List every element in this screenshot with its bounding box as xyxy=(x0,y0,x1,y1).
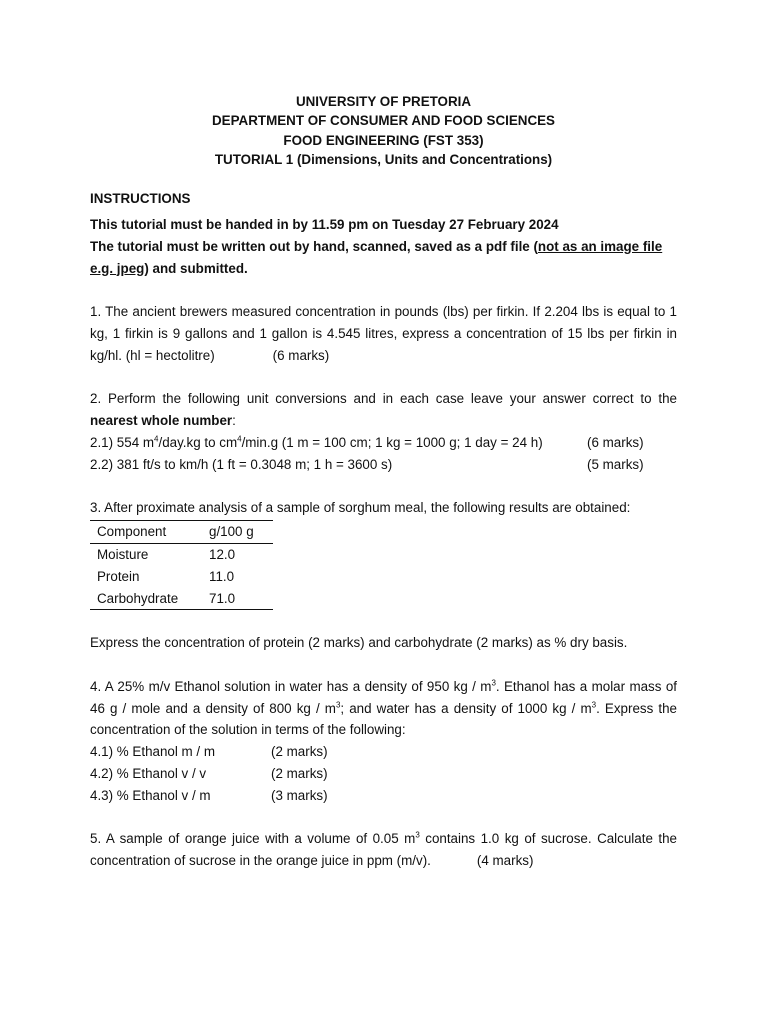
question-1-marks: (6 marks) xyxy=(272,347,330,363)
question-2: 2. Perform the following unit conversions and in each case leave your answer correct to the nearest whole number: 2.1) 554 $m^4/day.kg$ to $cm^4/\min.g$ (1 m = 100 cm; 1 kg = 1000 g; 1 day = 24 h) (6 marks) 2.2) 381 ft/s to km/h (1 ft = 0.3048 m; 1 h = 3600 s) (5 marks) xyxy=(90,388,677,475)
question-3 xyxy=(90,497,677,654)
question-4-3: 4.3) % Ethanol v / m (3 marks) xyxy=(90,787,328,803)
question-1-text: 1. The ancient brewers measured concentration in pounds (lbs) per firkin. If 2.204 lbs is equal to 1 kg, 1 firkin is 9 gallons and 1 gallon is 4.545 litres, express a concentration of 15 lbs per firkin in kg/hl. (hl = hectolitre) xyxy=(90,304,677,363)
tutorial-title: TUTORIAL 1 (Dimensions, Units and Concentrations) xyxy=(214,151,553,167)
question-3-task: Express the concentration of protein (2 marks) and carbohydrate (2 marks) as % dry basis. xyxy=(90,635,628,651)
document-body xyxy=(90,92,677,872)
question-4-1: 4.1) % Ethanol m / m (2 marks) xyxy=(90,744,328,760)
instruction-deadline: This tutorial must be handed in by 11.59 pm on Tuesday 27 February 2024 xyxy=(90,216,559,232)
instructions-heading: INSTRUCTIONS xyxy=(90,191,191,207)
question-4-3-marks: (3 marks) xyxy=(271,787,328,803)
question-2-2: 2.2) 381 ft/s to km/h (1 ft = 0.3048 m; 1 h = 3600 s) (5 marks) xyxy=(90,454,677,476)
question-4: 4. A 25% m/v Ethanol solution in water has a density of 950 kg / $m^3$. Ethanol has a molar mass of 46 g / mole and a density of 800 kg / $m^3$; and water has a density of 1000 kg / $m^3$. Express the concentration of the solution in terms of the following: 4.1) % Ethanol m / m (2 marks) 4.2) % Ethanol v / v (2 marks) 4.3) % Ethanol v / m (3 marks) xyxy=(90,676,677,807)
table-header-row xyxy=(90,521,273,544)
question-2-1-marks: (6 marks) xyxy=(587,434,644,450)
table-header-component: Component xyxy=(97,524,167,540)
question-4-1-marks: (2 marks) xyxy=(271,744,328,760)
university-name: UNIVERSITY OF PRETORIA xyxy=(295,94,472,109)
question-1 xyxy=(90,301,677,366)
question-2-1: 2.1) 554 $m^4/day.kg$ to $cm^4/\min.g$ (1 m = 100 cm; 1 kg = 1000 g; 1 day = 24 h) (6 marks) xyxy=(90,432,677,454)
composition-table xyxy=(90,520,273,610)
question-2-2-marks: (5 marks) xyxy=(587,456,644,472)
question-5-marks: (4 marks) xyxy=(476,853,534,869)
question-4-2-marks: (2 marks) xyxy=(271,765,328,781)
instruction-format: The tutorial must be written out by hand, scanned, saved as a pdf file (not as an image file e.g. jpeg) and submitted. xyxy=(90,238,663,276)
instruction-underlined-example: e.g. jpeg xyxy=(90,260,145,276)
table-row: Protein 11.0 xyxy=(97,568,235,584)
emphasis-nearest-whole-number: nearest whole number xyxy=(90,413,233,429)
question-4-2: 4.2) % Ethanol v / v (2 marks) xyxy=(90,765,328,781)
document-header xyxy=(90,92,677,169)
course-name: FOOD ENGINEERING (FST 353) xyxy=(283,132,484,148)
instruction-underlined-text: not as an image file xyxy=(537,238,663,254)
question-3-intro: 3. After proximate analysis of a sample of sorghum meal, the following results are obtained: xyxy=(90,500,631,516)
table-header-value: g/100 g xyxy=(209,524,254,540)
table-row: Carbohydrate 71.0 xyxy=(90,588,273,610)
question-5: 5. A sample of orange juice with a volume of 0.05 $m^3$ contains 1.0 kg of sucrose. Calculate the concentration of sucrose in the orange juice in ppm (m/v). (4 marks) xyxy=(90,828,677,872)
table-row: Moisture 12.0 xyxy=(97,546,236,562)
department-name: DEPARTMENT OF CONSUMER AND FOOD SCIENCES xyxy=(212,113,555,129)
